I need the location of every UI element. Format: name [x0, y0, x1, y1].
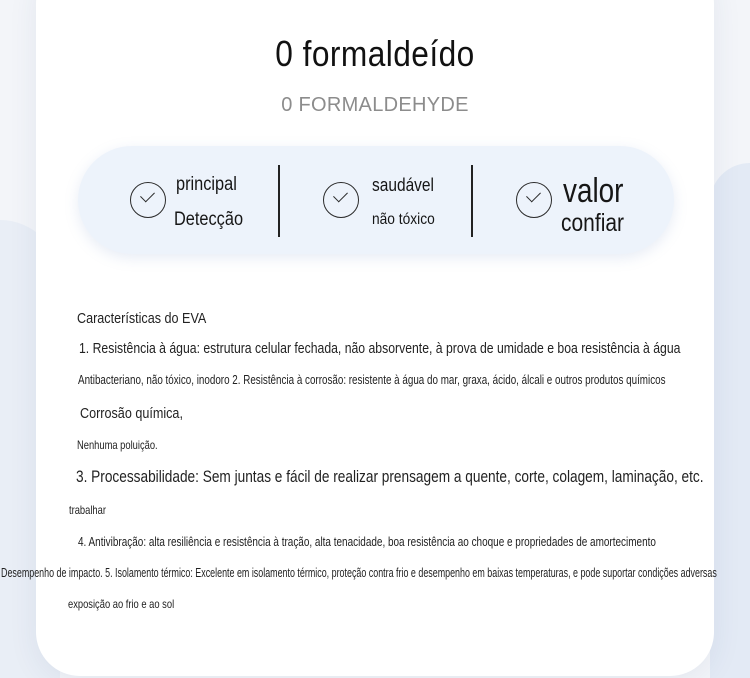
- feature-line: Corrosão química,: [80, 405, 183, 422]
- feature-line: 1. Resistência à água: estrutura celular fechada, não absorvente, à prova de umidade e boa resistência à água: [79, 340, 681, 357]
- feature-line: trabalhar: [69, 503, 106, 517]
- page-title: 0 formaldeído: [275, 33, 475, 74]
- feature-line: Antibacteriano, não tóxico, inodoro 2. Resistência à corrosão: resistente à água do mar, graxa, ácido, álcali e outros produtos químicos: [78, 372, 666, 387]
- badge-healthy-line1: saudável: [372, 175, 434, 195]
- feature-line: Nenhuma poluição.: [77, 438, 158, 452]
- badge-value-line2: confiar: [561, 209, 625, 237]
- page-subtitle: 0 FORMALDEHYDE: [281, 94, 469, 116]
- badge-detection-line2: Detecção: [174, 209, 244, 230]
- feature-line: exposição ao frio e ao sol: [68, 597, 175, 611]
- features-heading: Características do EVA: [77, 310, 207, 327]
- feature-line: Desempenho de impacto. 5. Isolamento térmico: Excelente em isolamento térmico, proteção contra frio e desempenho em baixas temperaturas, e pode suportar condições adversas: [1, 565, 717, 580]
- badge-value-line1: valor: [563, 172, 624, 210]
- feature-line: 4. Antivibração: alta resiliência e resistência à tração, alta tenacidade, boa resistência ao choque e propriedades de amortecimento: [78, 534, 656, 549]
- badge-healthy-line2: não tóxico: [372, 211, 435, 228]
- badge-detection-line1: principal: [176, 174, 237, 195]
- feature-line: 3. Processabilidade: Sem juntas e fácil de realizar prensagem a quente, corte, colagem, laminação, etc.: [76, 467, 704, 486]
